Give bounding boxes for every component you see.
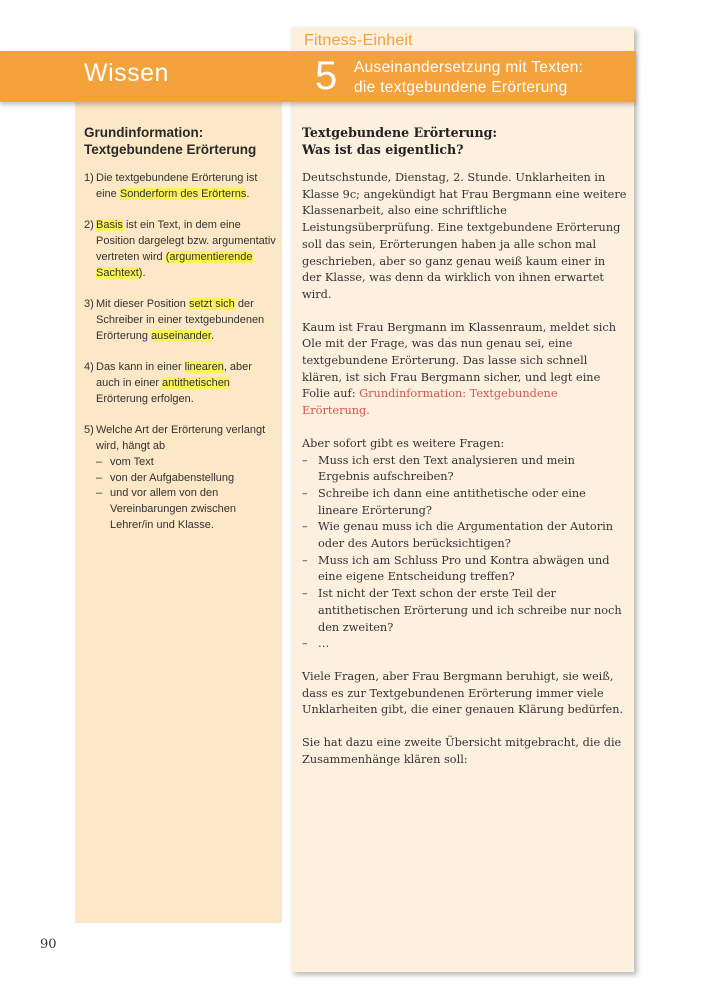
point-text-part: der Schreiber in einer textgebundenen Erörterung xyxy=(96,298,265,342)
list-item-text: vom Text xyxy=(110,455,154,468)
list-item xyxy=(302,636,627,653)
dependency-list xyxy=(96,455,276,534)
grundinformation-reference-link[interactable]: Grundinformation: Textgebundene Erörterung. xyxy=(302,387,558,418)
page-number: 90 xyxy=(40,937,57,952)
point-text xyxy=(96,423,276,533)
list-item-text: Schreibe ich dann eine antithetische oder eine lineare Erörterung? xyxy=(318,486,586,517)
highlight: Basis xyxy=(96,219,123,232)
point-number: 1) xyxy=(84,172,94,184)
point-text-part: Welche Art der Erörterung verlangt wird, hängt ab xyxy=(96,424,266,453)
grundinformation-heading xyxy=(84,124,276,158)
main-heading-line2: Was ist das eigentlich? xyxy=(302,142,464,157)
unit-number: 5 xyxy=(315,54,338,98)
point-text-part: ist ein Text, in dem eine Position dargelegt bzw. argumentativ vertreten wird xyxy=(96,219,276,263)
grundinformation-heading-line1: Grundinformation: xyxy=(84,125,204,140)
list-item-text: … xyxy=(318,637,330,651)
highlight: setzt sich xyxy=(188,298,235,311)
info-point-5 xyxy=(84,423,276,533)
list-dash: – xyxy=(302,520,308,534)
point-text-part: . xyxy=(142,266,146,279)
highlight: antithetischen xyxy=(162,377,230,390)
main-heading-line1: Textgebundene Erörterung: xyxy=(302,125,498,140)
main-text xyxy=(302,124,627,785)
main-heading xyxy=(302,124,627,158)
point-text-part: . xyxy=(246,187,250,200)
highlight: (argumentierende Sachtext) xyxy=(96,250,253,279)
list-item-text: Wie genau muss ich die Argumentation der Autorin oder des Autors berücksichtigen? xyxy=(318,520,614,551)
list-dash: – xyxy=(96,455,103,468)
list-item-text: Ist nicht der Text schon der erste Teil der antithetischen Erörterung und ich schreibe nur noch den zweiten? xyxy=(318,587,622,634)
grundinformation-heading-line2: Textgebundene Erörterung xyxy=(84,142,257,157)
list-dash: – xyxy=(302,486,308,500)
highlight: Sonderform des Erörterns xyxy=(119,187,247,200)
list-item xyxy=(96,471,276,487)
highlight: auseinander xyxy=(151,329,211,342)
info-point-3 xyxy=(84,297,276,344)
section-label: Fitness-Einheit xyxy=(304,32,413,49)
paragraph: Viele Fragen, aber Frau Bergmann beruhigt, sie weiß, dass es zur Textgebundenen Erörterung immer viele Unklarheiten gibt, die einer genauen Klärung bedürfen. xyxy=(302,669,624,717)
list-item xyxy=(302,486,627,519)
questions-list xyxy=(302,453,627,653)
list-dash: – xyxy=(96,471,103,484)
paragraph: Sie hat dazu eine zweite Übersicht mitgebracht, die die Zusammenhänge klären soll: xyxy=(302,736,622,766)
questions-intro: Aber sofort gibt es weitere Fragen: xyxy=(302,436,505,450)
paragraph-text: Kaum ist Frau Bergmann im Klassenraum, meldet sich Ole mit der Frage, was das nun genau sei, eine textgebundene Erörterung. Das lasse sich schnell klären, ist sich Frau Bergmann sicher, und legt eine Folie auf: xyxy=(302,320,616,401)
info-point-2 xyxy=(84,218,276,281)
list-dash: – xyxy=(302,587,308,601)
point-number: 4) xyxy=(84,361,94,374)
list-item-text: und vor allem von den Vereinbarungen zwischen Lehrer/in und Klasse. xyxy=(110,487,236,531)
grundinformation-box xyxy=(84,124,276,549)
point-text xyxy=(96,218,276,281)
point-text-part: Erörterung erfolgen. xyxy=(96,392,194,405)
list-item-text: Muss ich erst den Text analysieren und mein Ergebnis aufschreiben? xyxy=(318,453,575,484)
list-dash: – xyxy=(302,453,308,467)
unit-title xyxy=(354,58,634,98)
point-text xyxy=(96,360,276,407)
point-text-part: , aber auch in einer xyxy=(96,361,252,390)
info-point-4 xyxy=(84,360,276,407)
list-item xyxy=(302,586,627,636)
list-dash: – xyxy=(96,487,103,500)
point-text-part: Die textgebundene Erörterung ist eine xyxy=(96,172,258,200)
list-item xyxy=(302,453,627,486)
list-item-text: Muss ich am Schluss Pro und Kontra abwägen und eine eigene Entscheidung treffen? xyxy=(318,553,610,584)
list-item xyxy=(96,486,276,533)
point-text xyxy=(96,297,276,344)
point-text-part: . xyxy=(210,329,215,342)
paragraph xyxy=(302,320,627,420)
list-item xyxy=(302,519,627,552)
list-item xyxy=(302,553,627,586)
unit-title-line1: Auseinandersetzung mit Texten: xyxy=(354,59,584,76)
list-item-text: von der Aufgabenstellung xyxy=(110,471,235,484)
point-text xyxy=(96,171,276,202)
paragraph: Deutschstunde, Dienstag, 2. Stunde. Unklarheiten in Klasse 9c; angekündigt hat Frau Bergmann eine weitere Klassenarbeit, also eine schriftliche Leistungsüberprüfung. Eine textgebundene Erörterung soll das sein, Erörterungen haben ja alle schon mal geschrieben, aber so ganz genau weiß kaum einer in der Klasse, was denn da wirklich von ihnen erwartet wird. xyxy=(302,171,627,301)
point-text-part: Mit dieser Position xyxy=(96,298,189,311)
wissen-title: Wissen xyxy=(84,59,169,87)
unit-title-line2: die textgebundene Erörterung xyxy=(354,79,568,96)
point-text-part: Das kann in einer xyxy=(96,361,185,374)
list-dash: – xyxy=(302,553,308,567)
point-number: 3) xyxy=(84,298,94,311)
info-point-1 xyxy=(84,171,276,202)
point-number: 2) xyxy=(84,219,94,232)
highlight: linearen xyxy=(184,361,224,374)
list-item xyxy=(96,455,276,471)
list-dash: – xyxy=(302,637,308,651)
point-number: 5) xyxy=(84,424,94,437)
